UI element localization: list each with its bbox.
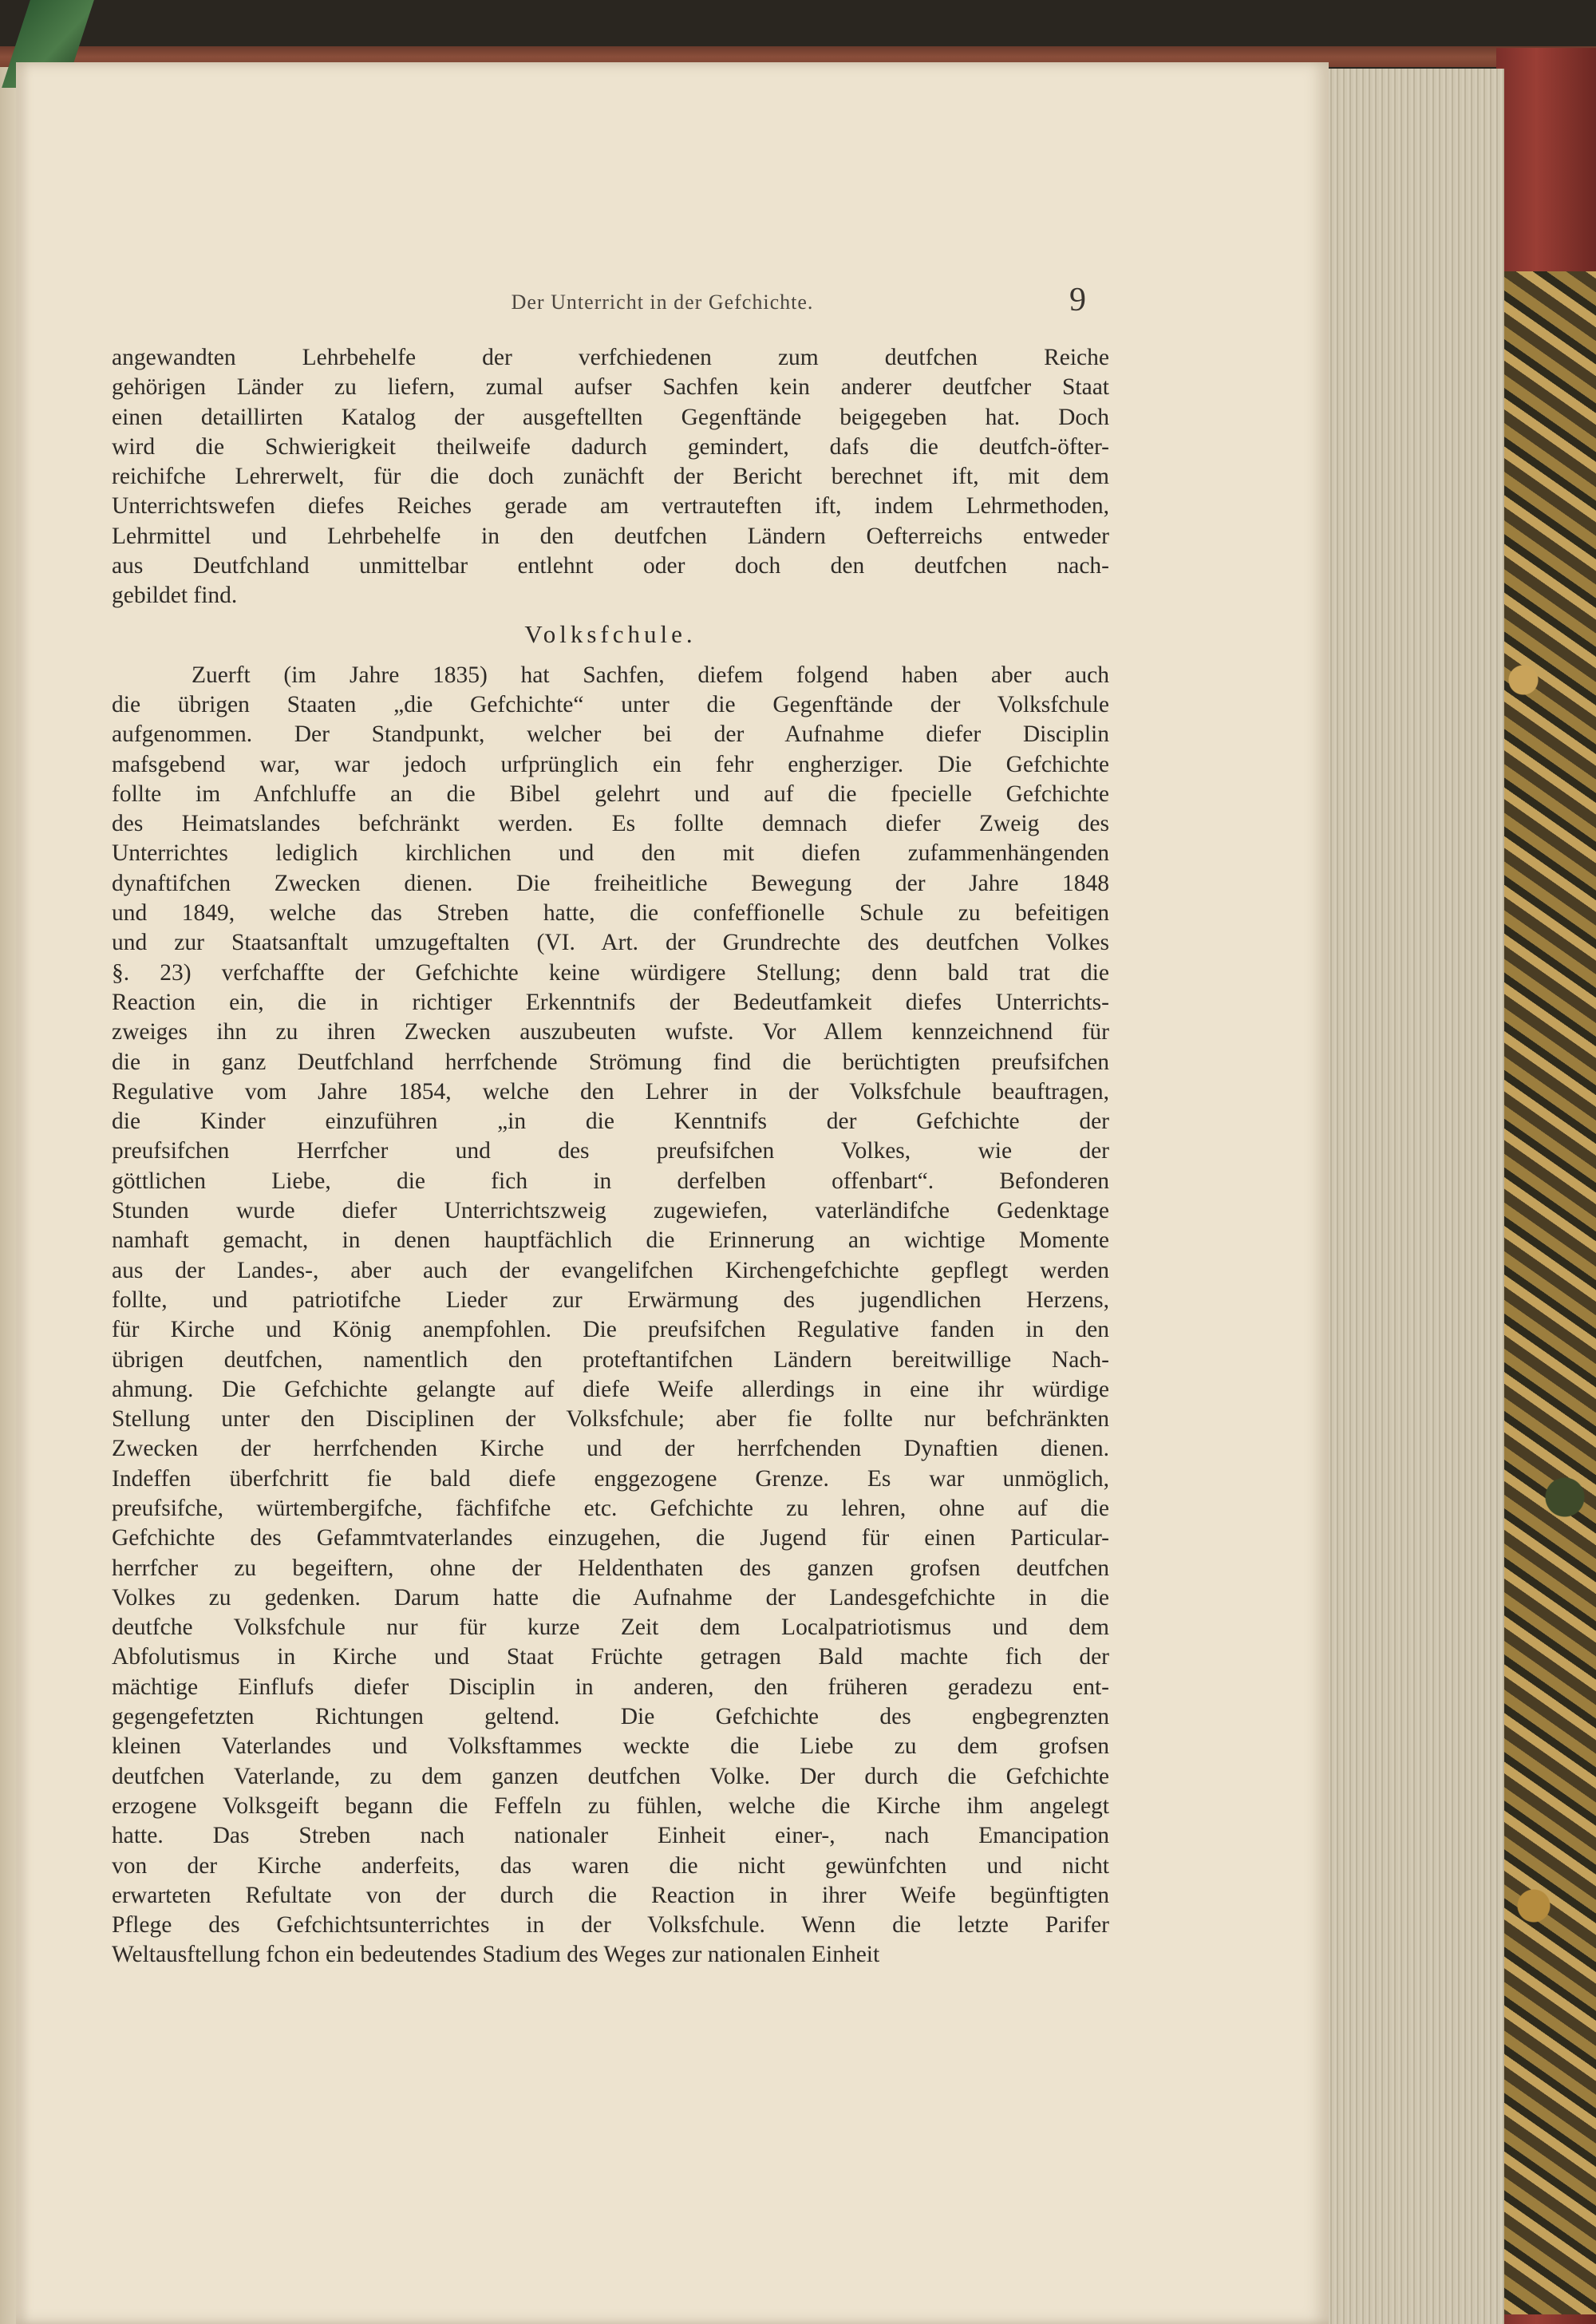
text-line: reichifche Lehrerwelt, für die doch zunächft der Bericht berechnet ift, mit dem	[112, 464, 1109, 490]
text-line: deutfchen Vaterlande, zu dem ganzen deutfchen Volke. Der durch die Gefchichte	[112, 1763, 1109, 1789]
text-line: gebildet find.	[112, 583, 238, 609]
text-line: kleinen Vaterlandes und Volksftammes weckte die Liebe zu dem grofsen	[112, 1733, 1109, 1760]
text-line: mafsgebend war, war jedoch urfprünglich ein fehr engherziger. Die Gefchichte	[112, 751, 1109, 777]
text-line: follte, und patriotifche Lieder zur Erwärmung des jugendlichen Herzens,	[112, 1286, 1109, 1313]
text-line: Gefchichte des Gefammtvaterlandes einzugehen, die Jugend für einen Particular-	[112, 1525, 1109, 1551]
text-line: dynaftifchen Zwecken dienen. Die freiheitliche Bewegung der Jahre 1848	[112, 870, 1109, 896]
text-line: Stunden wurde diefer Unterrichtszweig zugewiefen, vaterländifche Gedenktage	[112, 1198, 1109, 1224]
text-line: Lehrmittel und Lehrbehelfe in den deutfchen Ländern Oefterreichs entweder	[112, 523, 1109, 549]
text-line: namhaft gemacht, in denen hauptfächlich die Erinnerung an wichtige Momente	[112, 1227, 1109, 1254]
text-line: erwarteten Refultate von der durch die Reaction in ihrer Weife begünftigten	[112, 1882, 1109, 1908]
text-line: Stellung unter den Disciplinen der Volksfchule; aber fie follte nur befchränkten	[112, 1406, 1109, 1433]
page-header	[112, 281, 1109, 329]
text-line: Reaction ein, die in richtiger Erkenntnifs der Bedeutfamkeit diefes Unterrichts-	[112, 989, 1109, 1015]
text-line: erzogene Volksgeift begann die Feffeln zu fühlen, welche die Kirche ihm angelegt	[112, 1792, 1109, 1819]
text-line: gegengefetzten Richtungen geltend. Die Gefchichte des engbegrenzten	[112, 1704, 1109, 1730]
text-line: von der Kirche anderfeits, das waren die nicht gewünfchten und nicht	[112, 1852, 1109, 1879]
running-title: Der Unterricht in der Gefchichte.	[511, 290, 814, 314]
text-line: einen detaillirten Katalog der ausgeftellten Gegenftände beigegeben hat. Doch	[112, 404, 1109, 430]
text-line: mächtige Einflufs diefer Disciplin in anderen, den früheren geradezu ent-	[112, 1674, 1109, 1700]
section-heading: Volksfchule.	[524, 619, 697, 648]
page-text	[112, 343, 1109, 1970]
text-line: Regulative vom Jahre 1854, welche den Lehrer in der Volksfchule beauftragen,	[112, 1078, 1109, 1105]
text-line: zweiges ihn zu ihren Zwecken auszubeuten wufste. Vor Allem kennzeichnend für	[112, 1019, 1109, 1045]
text-line: Unterrichtswefen diefes Reiches gerade am vertrauteften ift, indem Lehrmethoden,	[112, 493, 1109, 520]
text-line: Indeffen überfchritt fie bald diefe enggezogene Grenze. Es war unmöglich,	[112, 1465, 1109, 1492]
text-line: Volkes zu gedenken. Darum hatte die Aufnahme der Landesgefchichte in die	[112, 1584, 1109, 1611]
text-line: Weltausftellung fchon ein bedeutendes Stadium des Weges zur nationalen Einheit	[112, 1942, 880, 1968]
text-line: §. 23) verfchaffte der Gefchichte keine würdigere Stellung; denn bald trat die	[112, 959, 1109, 986]
paragraph-2	[112, 661, 1109, 1970]
text-line: die in ganz Deutfchland herrfchende Strömung find die berüchtigten preufsifchen	[112, 1049, 1109, 1075]
text-line: deutfche Volksfchule nur für kurze Zeit dem Localpatriotismus und dem	[112, 1615, 1109, 1641]
text-line: aus der Landes-, aber auch der evangelifchen Kirchengefchichte gepflegt werden	[112, 1257, 1109, 1283]
text-line: preufsifchen Herrfcher und des preufsifchen Volkes, wie der	[112, 1138, 1109, 1164]
text-line: und 1849, welche das Streben hatte, die confeffionelle Schule zu befeitigen	[112, 900, 1109, 927]
text-line: die übrigen Staaten „die Gefchichte“ unter die Gegenftände der Volksfchule	[112, 691, 1109, 717]
text-line: ahmung. Die Gefchichte gelangte auf diefe Weife allerdings in eine ihr würdige	[112, 1376, 1109, 1402]
text-line: aus Deutfchland unmittelbar entlehnt oder doch den deutfchen nach-	[112, 553, 1109, 579]
text-line: und zur Staatsanftalt umzugeftalten (VI. Art. der Grundrechte des deutfchen Volkes	[112, 930, 1109, 956]
marbled-cover	[1492, 271, 1596, 2314]
page-number: 9	[1069, 282, 1086, 318]
text-line: angewandten Lehrbehelfe der verfchiedenen zum deutfchen Reiche	[112, 345, 1109, 370]
text-line: des Heimatslandes befchränkt werden. Es follte demnach diefer Zweig des	[112, 811, 1109, 837]
text-line: Abfolutismus in Kirche und Staat Früchte getragen Bald machte fich der	[112, 1644, 1109, 1670]
text-line: gehörigen Länder zu liefern, zumal aufser Sachfen kein anderer deutfcher Staat	[112, 374, 1109, 401]
text-line: Unterrichtes lediglich kirchlichen und den mit diefen zufammenhängenden	[112, 840, 1109, 867]
text-line: Zuerft (im Jahre 1835) hat Sachfen, diefem folgend haben aber auch	[192, 662, 1109, 688]
text-line: wird die Schwierigkeit theilweife dadurch gemindert, dafs die deutfch-öfter-	[112, 433, 1109, 460]
text-line: die Kinder einzuführen „in die Kenntnifs der Gefchichte der	[112, 1109, 1109, 1135]
text-line: für Kirche und König anempfohlen. Die preufsifchen Regulative fanden in den	[112, 1317, 1109, 1343]
text-line: göttlichen Liebe, die fich in derfelben offenbart“. Befonderen	[112, 1168, 1109, 1194]
text-line: Zwecken der herrfchenden Kirche und der herrfchenden Dynaftien dienen.	[112, 1436, 1109, 1462]
text-line: preufsifche, würtembergifche, fächfifche etc. Gefchichte zu lehren, ohne auf die	[112, 1495, 1109, 1521]
text-line: Pflege des Gefchichtsunterrichtes in der Volksfchule. Wenn die letzte Parifer	[112, 1912, 1109, 1939]
paragraph-1	[112, 343, 1109, 611]
text-line: hatte. Das Streben nach nationaler Einheit einer-, nach Emancipation	[112, 1823, 1109, 1849]
text-line: aufgenommen. Der Standpunkt, welcher bei der Aufnahme diefer Disciplin	[112, 721, 1109, 748]
text-line: übrigen deutfchen, namentlich den proteftantifchen Ländern bereitwillige Nach-	[112, 1346, 1109, 1373]
text-line: herrfcher zu begeiftern, ohne der Heldenthaten des ganzen grofsen deutfchen	[112, 1555, 1109, 1581]
text-line: follte im Anfchluffe an die Bibel gelehrt und auf die fpecielle Gefchichte	[112, 781, 1109, 807]
page-fore-edge	[1309, 69, 1504, 2324]
